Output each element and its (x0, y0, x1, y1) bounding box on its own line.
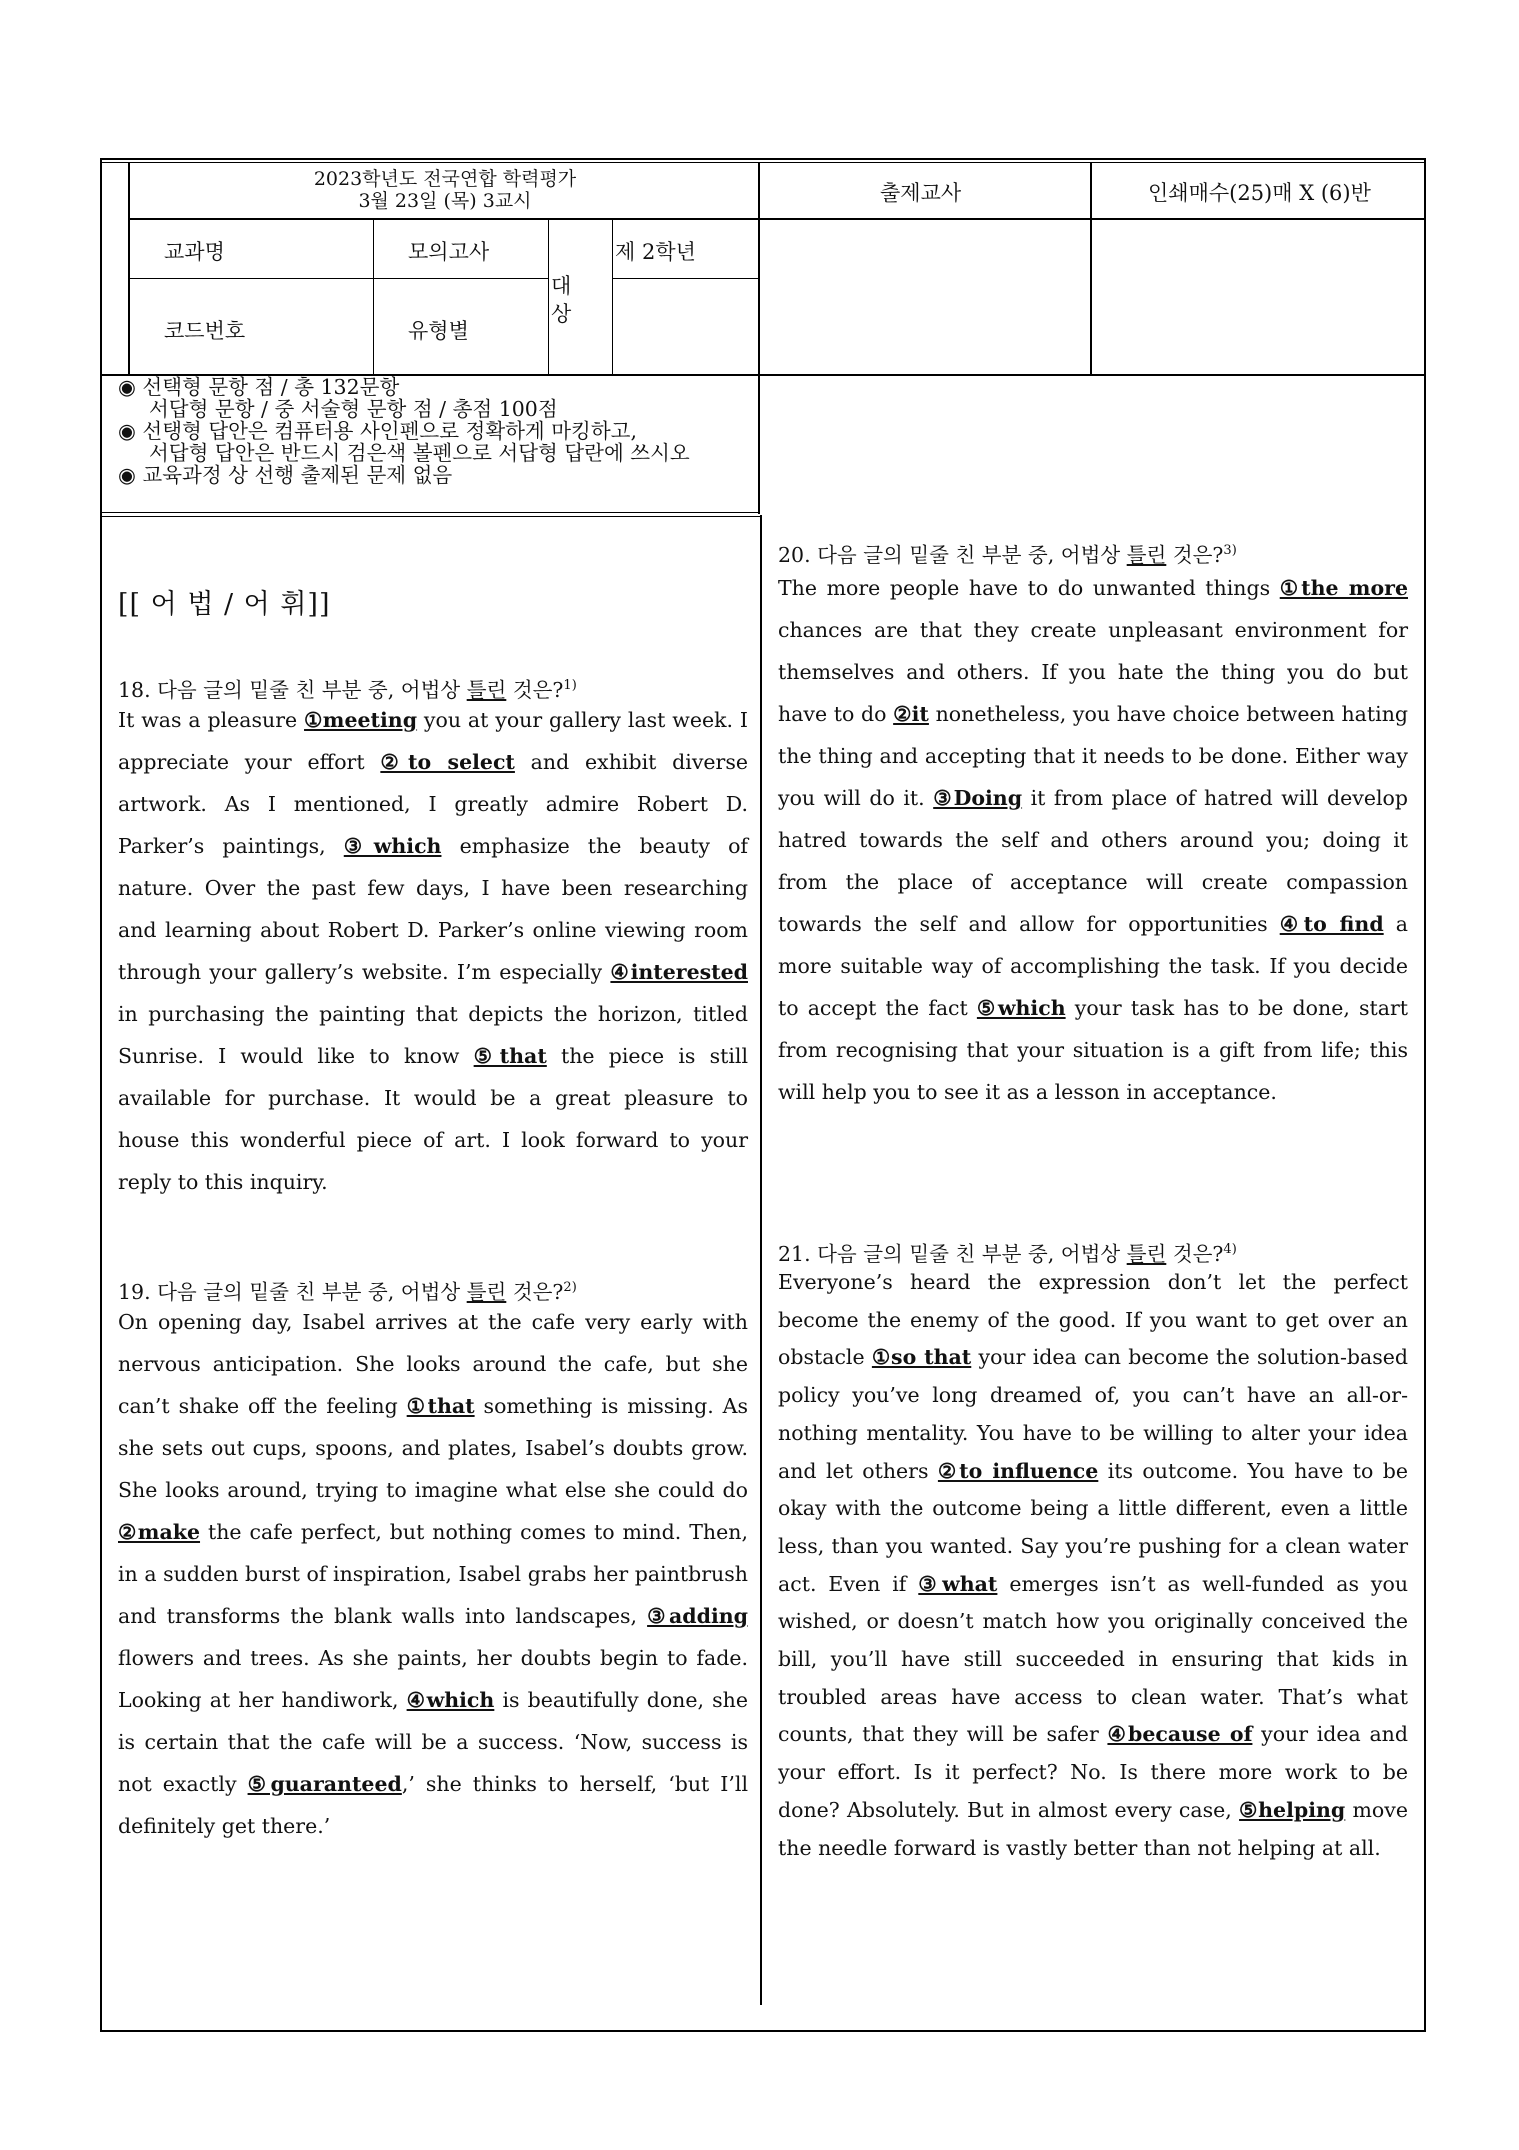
q18-choice-4: ④interested (610, 960, 748, 984)
q19-text-5: is beautifully done, she is certain that the cafe will be a success. ‘Now, success is not exactly (118, 1688, 749, 1796)
header-row-line-1 (128, 218, 1426, 220)
exam-notes (118, 376, 758, 486)
exam-title (132, 168, 758, 212)
q20-title-prefix: 20. 다음 글의 밑줄 친 부분 중, 어법상 (778, 543, 1127, 567)
q20-choice-4: ④to find (1279, 912, 1384, 936)
q21-text-6: move the needle forward is vastly better than not helping at all. (778, 1797, 1408, 1860)
type-label: 유형별 (408, 319, 469, 343)
q21-choice-2: ②to influence (937, 1458, 1099, 1483)
q20-footnote: 3) (1223, 543, 1237, 559)
q21-choice-1: ①so that (871, 1345, 972, 1370)
question-20-title (778, 538, 1237, 568)
q20-text-4: it from place of hatred will develop hatred towards the self and others around you; doing it from the place of acceptance will create compassion towards the self and allow for opportunities (778, 786, 1408, 936)
q19-footnote: 2) (563, 1280, 577, 1296)
q20-choice-1: ①the more (1279, 576, 1408, 600)
q19-title-prefix: 19. 다음 글의 밑줄 친 부분 중, 어법상 (118, 1280, 467, 1304)
q21-text-2: your idea can become the solution-based policy you’ve long dreamed of, you can’t have an all-or-nothing mentality. You have to be willing to alter your idea and let others (778, 1345, 1408, 1483)
q19-choice-1: ①that (406, 1394, 475, 1418)
q18-title-underlined: 틀린 (466, 678, 507, 702)
note-line-2: 서답형 문항 / 중 서술형 문항 점 / 총점 100점 (149, 397, 558, 421)
q18-choice-5: ⑤that (473, 1044, 547, 1068)
q19-text-3: the cafe perfect, but nothing comes to mind. Then, in a sudden burst of inspiration, Isabel grabs her paintbrush and transforms the blank walls into landscapes, (118, 1520, 748, 1628)
subject-value: 모의고사 (408, 240, 490, 264)
section-heading: [[ 어 법 / 어 휘]] (118, 589, 331, 620)
q18-text-2: you at your gallery last week. I appreciate your effort (118, 708, 749, 774)
q21-text-1: Everyone’s heard the expression don’t let the perfect become the enemy of the good. If you want to get over an obstacle (778, 1270, 1408, 1370)
q21-choice-5: ⑤helping (1239, 1797, 1346, 1822)
q20-title-suffix: 것은? (1166, 543, 1224, 567)
q18-text-5: in purchasing the painting that depicts the horizon, titled Sunrise. I would like to know (118, 1002, 748, 1068)
q19-choice-4: ④which (406, 1688, 495, 1712)
header-inner-left-line (128, 162, 130, 376)
q18-text-4: emphasize the beauty of nature. Over the past few days, I have been researching and learning about Robert D. Parker’s online viewing room through your gallery’s website. I’m especially (118, 834, 749, 984)
target-label-1: 대 (551, 274, 572, 298)
q19-text-1: On opening day, Isabel arrives at the cafe very early with nervous anticipation. She looks around the cafe, but she can’t shake off the feeling (118, 1310, 748, 1418)
note-line-5: ◉ 교육과정 상 선행 출제된 문제 없음 (118, 463, 453, 487)
q18-choice-3: ③which (343, 834, 442, 858)
q21-text-5: your idea and your effort. Is it perfect? No. Is there more work to be done? Absolutely. But in almost every case, (778, 1722, 1408, 1822)
q19-choice-2: ②make (118, 1520, 201, 1544)
q18-text-1: It was a pleasure (118, 708, 305, 732)
q18-footnote: 1) (563, 678, 577, 694)
q18-text-6: the piece is still available for purchase. It would be a great pleasure to house this wonderful piece of art. I look forward to your reply to this inquiry. (118, 1044, 748, 1194)
q18-title-prefix: 18. 다음 글의 밑줄 친 부분 중, 어법상 (118, 678, 467, 702)
q21-choice-3: ③what (918, 1571, 998, 1596)
q19-text-2: something is missing. As she sets out cups, spoons, and plates, Isabel’s doubts grow. She looks around, trying to imagine what else she could do (118, 1394, 748, 1502)
target-value: 제 2학년 (615, 240, 696, 264)
exam-title-line2: 3월 23일 (목) 3교시 (358, 190, 532, 212)
q21-title-suffix: 것은? (1166, 1242, 1224, 1266)
note-line-4: 서답형 답안은 반드시 검은색 볼펜으로 서답형 답란에 쓰시오 (149, 441, 690, 465)
header-col-divider-2 (1090, 162, 1092, 376)
q21-footnote: 4) (1223, 1242, 1237, 1258)
question-21-passage (778, 1264, 1408, 1867)
notes-bottom-line (100, 512, 760, 513)
question-21-title (778, 1237, 1237, 1267)
header-inner-col-2 (548, 218, 549, 374)
q20-text-2: chances are that they create unpleasant environment for themselves and others. If you hate the thing you do but have to do (778, 618, 1408, 726)
q19-choice-3: ③adding (647, 1604, 748, 1628)
frame-top-double-line (100, 162, 1426, 163)
q21-choice-4: ④because of (1107, 1722, 1253, 1747)
q18-choice-1: ①meeting (304, 708, 418, 732)
q20-text-3: nonetheless, you have choice between hating the thing and accepting that it needs to be done. Either way you will do it. (778, 702, 1409, 810)
target-label-2: 상 (551, 302, 572, 326)
q21-title-underlined: 틀린 (1126, 1242, 1167, 1266)
q18-choice-2: ②to select (380, 750, 515, 774)
header-row-line-2 (128, 278, 548, 279)
q20-title-underlined: 틀린 (1126, 543, 1167, 567)
print-count: 인쇄매수(25)매 X (6)반 (1148, 181, 1371, 205)
q19-text-6: ,’ she thinks to herself, ‘but I’ll definitely get there.’ (118, 1772, 749, 1838)
header-col-divider-1 (758, 162, 760, 514)
q20-choice-2: ②it (893, 702, 929, 726)
column-divider (760, 515, 762, 2005)
q19-title-suffix: 것은? (506, 1280, 564, 1304)
q21-title-prefix: 21. 다음 글의 밑줄 친 부분 중, 어법상 (778, 1242, 1127, 1266)
q19-choice-5: ⑤guaranteed (247, 1772, 402, 1796)
note-line-1: ◉ 선택형 문항 점 / 총 132문항 (118, 375, 400, 399)
q21-text-4: emerges isn’t as well-funded as you wished, or doesn’t match how you originally conceived the bill, you’ll have still succeeded in ensuring that kids in troubled areas have access to clean water. That’s what counts, that they will be safer (778, 1571, 1409, 1747)
exam-title-line1: 2023학년도 전국연합 학력평가 (313, 168, 577, 190)
q19-text-4: flowers and trees. As she paints, her doubts begin to fade. Looking at her handiwork, (118, 1646, 748, 1712)
question-18-passage (118, 699, 748, 1203)
header-row-line-2b (612, 278, 758, 279)
subject-label: 교과명 (164, 240, 225, 264)
header-inner-col-1 (373, 218, 374, 374)
question-19-passage (118, 1301, 748, 1847)
header-inner-col-3 (612, 218, 613, 374)
code-label: 코드번호 (164, 319, 246, 343)
q19-title-underlined: 틀린 (466, 1280, 507, 1304)
examiner-label: 출제교사 (880, 181, 962, 205)
q18-title-suffix: 것은? (506, 678, 564, 702)
q20-choice-5: ⑤which (976, 996, 1066, 1020)
q21-text-3: its outcome. You have to be okay with the outcome being a little different, even a little less, than you wanted. Say you’re pushing for a clean water act. Even if (778, 1458, 1408, 1596)
notes-bottom-line-2 (100, 516, 760, 517)
q20-text-1: The more people have to do unwanted things (778, 576, 1280, 600)
q20-choice-3: ③Doing (933, 786, 1023, 810)
q18-text-3: and exhibit diverse artwork. As I mentioned, I greatly admire Robert D. Parker’s paintings, (118, 750, 748, 858)
note-line-3: ◉ 선탱형 답안은 컴퓨터용 사인펜으로 정확하게 마킹하고, (118, 419, 637, 443)
q20-text-5: a more suitable way of accomplishing the task. If you decide to accept the fact (778, 912, 1408, 1020)
question-20-passage (778, 567, 1408, 1113)
q20-text-6: your task has to be done, start from recognising that your situation is a gift from life; this will help you to see it as a lesson in acceptance. (778, 996, 1408, 1104)
